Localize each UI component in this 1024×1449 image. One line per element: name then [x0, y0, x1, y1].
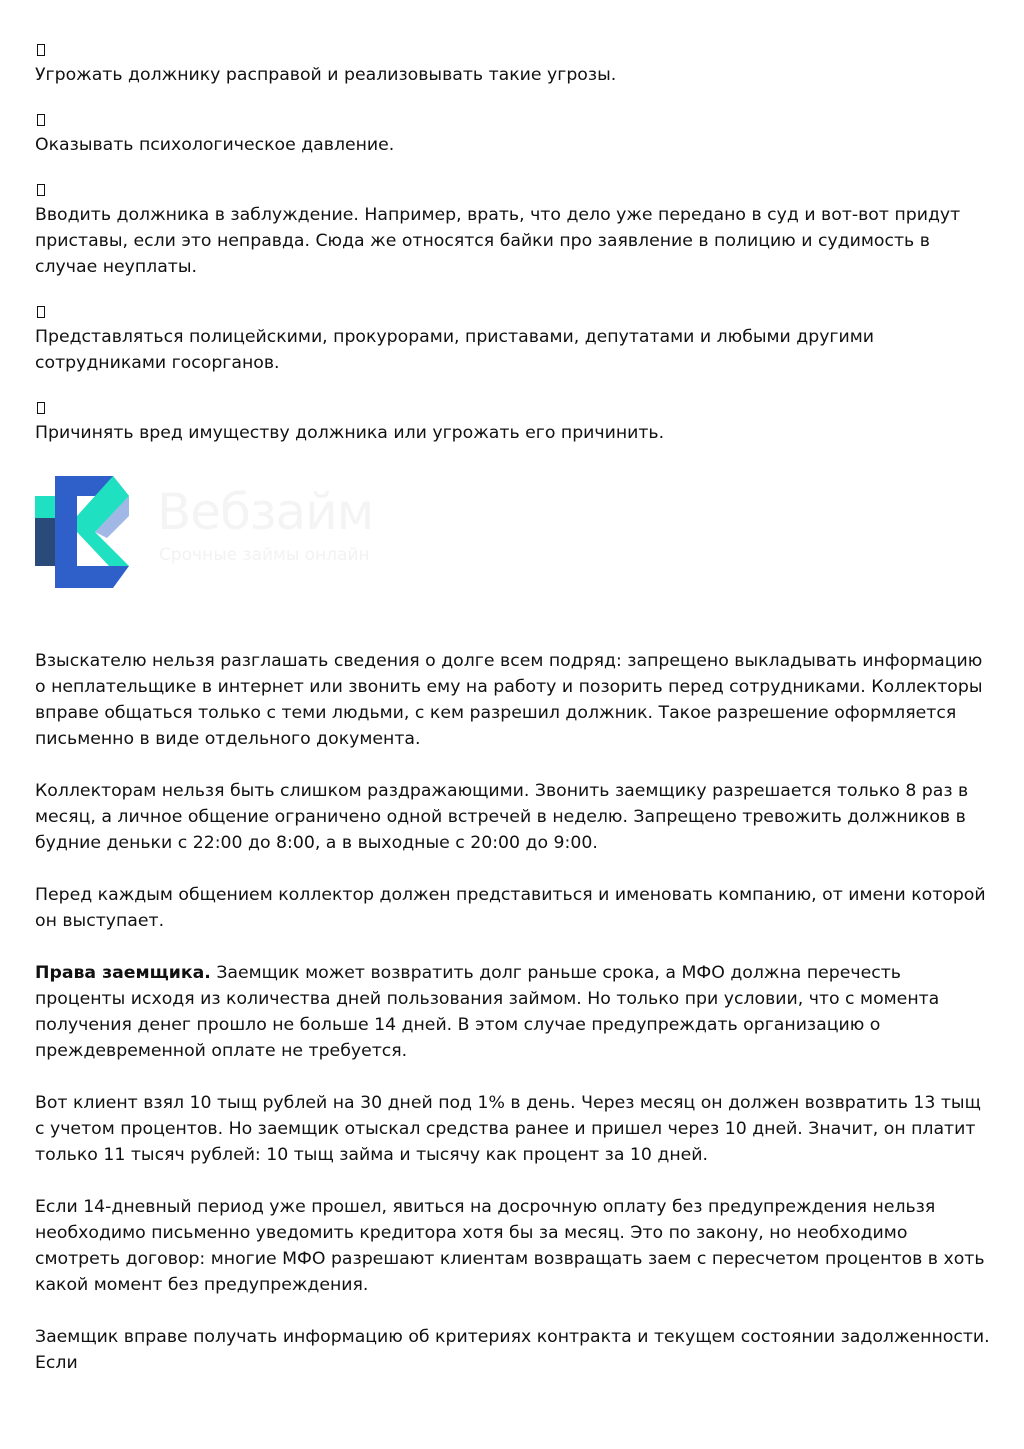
bullet-item — [35, 184, 995, 280]
paragraph: Взыскателю нельзя разглашать сведения о долге всем подряд: запрещено выкладывать информацию о неплательщике в интернет или звонить ему на работу и позорить перед сотрудниками. Коллекторы вправе общаться только с теми людьми, с кем разрешил должник. Такое разрешение оформляется письменно в виде отдельного документа. — [35, 651, 983, 749]
logo-name: Вебзайм — [157, 483, 374, 541]
bullet-item — [35, 306, 995, 376]
missing-glyph-icon — [37, 402, 45, 414]
bullet-item — [35, 114, 995, 158]
paragraph: Перед каждым общением коллектор должен представиться и именовать компанию, от имени которой он выступает. — [35, 885, 986, 931]
bullet-item — [35, 44, 995, 88]
document-page — [35, 36, 995, 1376]
bullet-text: Причинять вред имуществу должника или угрожать его причинить. — [35, 423, 665, 443]
missing-glyph-icon — [37, 114, 45, 126]
paragraph: Заемщик вправе получать информацию об критериях контракта и текущем состоянии задолженности. Если — [35, 1327, 990, 1373]
missing-glyph-icon — [37, 184, 45, 196]
missing-glyph-icon — [37, 306, 45, 318]
bullet-item — [35, 402, 995, 446]
bullet-text: Оказывать психологическое давление. — [35, 135, 395, 155]
vebzaim-logo — [35, 476, 995, 588]
bullet-text: Представляться полицейскими, прокурорами, приставами, депутатами и любыми другими сотрудниками госорганов. — [35, 327, 875, 373]
vebzaim-logo-mark-icon — [35, 476, 131, 588]
logo-tagline: Срочные займы онлайн — [159, 545, 370, 565]
paragraph: Если 14-дневный период уже прошел, явиться на досрочную оплату без предупреждения нельзя необходимо письменно уведомить кредитора хотя бы за месяц. Это по закону, но необходимо смотреть договор: многие МФО разрешают клиентам возвращать заем с пересчетом процентов в хоть какой момент без предупреждения. — [35, 1197, 985, 1295]
paragraph-borrower-rights — [35, 960, 995, 1064]
paragraph: Коллекторам нельзя быть слишком раздражающими. Звонить заемщику разрешается только 8 раз в месяц, а личное общение ограничено одной встречей в неделю. Запрещено тревожить должников в будние деньки с 22:00 до 8:00, а в выходные с 20:00 до 9:00. — [35, 781, 969, 853]
paragraph-bold-lead: Права заемщика. — [35, 963, 211, 983]
paragraph: Вот клиент взял 10 тыщ рублей на 30 дней под 1% в день. Через месяц он должен возвратить 13 тыщ с учетом процентов. Но заемщик отыскал средства ранее и пришел через 10 дней. Значит, он платит только 11 тысяч рублей: 10 тыщ займа и тысячу как процент за 10 дней. — [35, 1093, 981, 1165]
paragraph-body: Заемщик может возвратить долг раньше срока, а МФО должна перечесть проценты исходя из количества дней пользования займом. Но только при условии, что с момента получения денег прошло не больше 14 дней. В этом случае предупреждать организацию о преждевременной оплате не требуется. — [35, 963, 940, 1061]
bullet-text: Вводить должника в заблуждение. Например, врать, что дело уже передано в суд и вот-вот придут приставы, если это неправда. Сюда же относятся байки про заявление в полицию и судимость в случае неуплаты. — [35, 205, 961, 277]
bullet-text: Угрожать должнику расправой и реализовывать такие угрозы. — [35, 65, 617, 85]
missing-glyph-icon — [37, 44, 45, 56]
